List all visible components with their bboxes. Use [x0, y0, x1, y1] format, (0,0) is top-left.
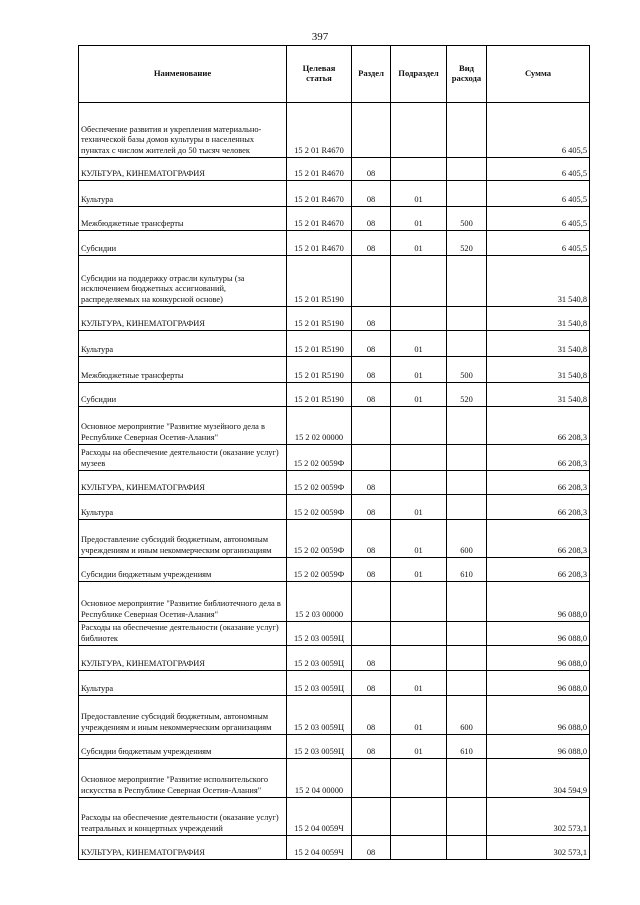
row-article: 15 2 01 R5190 — [287, 383, 352, 407]
row-sum: 6 405,5 — [487, 181, 590, 207]
row-name: КУЛЬТУРА, КИНЕМАТОГРАФИЯ — [79, 646, 287, 671]
row-name: Предоставление субсидий бюджетным, автономным учреждениям и иным некоммерческим организациям — [79, 696, 287, 735]
row-type — [447, 646, 487, 671]
row-type: 500 — [447, 207, 487, 231]
table-row — [79, 671, 590, 696]
row-name: КУЛЬТУРА, КИНЕМАТОГРАФИЯ — [79, 471, 287, 495]
row-subsection: 01 — [391, 181, 447, 207]
row-name: Обеспечение развития и укрепления материально-технической базы домов культуры в населенных пунктах с числом жителей до 50 тысяч человек — [79, 103, 287, 158]
row-type — [447, 331, 487, 357]
row-name: КУЛЬТУРА, КИНЕМАТОГРАФИЯ — [79, 158, 287, 181]
row-article: 15 2 03 0059Ц — [287, 735, 352, 759]
table-row — [79, 696, 590, 735]
row-section — [352, 759, 391, 798]
row-subsection: 01 — [391, 671, 447, 696]
row-subsection: 01 — [391, 735, 447, 759]
row-section: 08 — [352, 307, 391, 331]
row-section: 08 — [352, 646, 391, 671]
row-subsection — [391, 622, 447, 646]
row-type — [447, 181, 487, 207]
row-section: 08 — [352, 331, 391, 357]
row-sum: 31 540,8 — [487, 307, 590, 331]
table-body — [79, 103, 590, 860]
row-subsection: 01 — [391, 357, 447, 383]
row-subsection — [391, 445, 447, 471]
row-name: КУЛЬТУРА, КИНЕМАТОГРАФИЯ — [79, 307, 287, 331]
row-type: 520 — [447, 383, 487, 407]
row-sum: 66 208,3 — [487, 558, 590, 582]
row-type — [447, 307, 487, 331]
row-sum: 66 208,3 — [487, 520, 590, 558]
row-name: Субсидии — [79, 383, 287, 407]
row-article: 15 2 03 0059Ц — [287, 646, 352, 671]
row-section: 08 — [352, 471, 391, 495]
row-section — [352, 798, 391, 836]
table-row — [79, 256, 590, 307]
table-row — [79, 646, 590, 671]
row-article: 15 2 01 R4670 — [287, 103, 352, 158]
row-type — [447, 671, 487, 696]
table-row — [79, 759, 590, 798]
row-name: Расходы на обеспечение деятельности (оказание услуг) библиотек — [79, 622, 287, 646]
table-row — [79, 103, 590, 158]
table-row — [79, 520, 590, 558]
header-sum: Сумма — [487, 46, 590, 103]
header-type: Вид расхода — [447, 46, 487, 103]
table-header-row — [79, 46, 590, 103]
row-type: 500 — [447, 357, 487, 383]
row-article: 15 2 02 0059Ф — [287, 471, 352, 495]
row-section — [352, 103, 391, 158]
row-type — [447, 759, 487, 798]
row-section: 08 — [352, 383, 391, 407]
table-row — [79, 357, 590, 383]
table-row — [79, 158, 590, 181]
row-sum: 66 208,3 — [487, 495, 590, 520]
row-type: 600 — [447, 696, 487, 735]
table-row — [79, 798, 590, 836]
row-article: 15 2 03 0059Ц — [287, 671, 352, 696]
row-type — [447, 471, 487, 495]
row-name: Основное мероприятие "Развитие исполнительского искусства в Республике Северная Осетия-Алания" — [79, 759, 287, 798]
row-article: 15 2 02 0059Ф — [287, 520, 352, 558]
row-sum: 6 405,5 — [487, 231, 590, 256]
row-article: 15 2 02 00000 — [287, 407, 352, 445]
page-number: 397 — [311, 31, 329, 43]
row-type — [447, 256, 487, 307]
row-subsection: 01 — [391, 558, 447, 582]
row-subsection — [391, 256, 447, 307]
table-row — [79, 181, 590, 207]
row-section: 08 — [352, 558, 391, 582]
row-name: Межбюджетные трансферты — [79, 357, 287, 383]
row-sum: 96 088,0 — [487, 582, 590, 622]
row-sum: 31 540,8 — [487, 357, 590, 383]
row-type: 600 — [447, 520, 487, 558]
row-subsection: 01 — [391, 520, 447, 558]
row-type: 610 — [447, 558, 487, 582]
row-sum: 96 088,0 — [487, 671, 590, 696]
table-row — [79, 383, 590, 407]
row-section: 08 — [352, 231, 391, 256]
row-article: 15 2 04 0059Ч — [287, 836, 352, 860]
row-section — [352, 582, 391, 622]
budget-table — [78, 45, 590, 860]
header-name: Наименование — [79, 46, 287, 103]
row-name: Субсидии бюджетным учреждениям — [79, 735, 287, 759]
row-subsection — [391, 646, 447, 671]
row-subsection — [391, 103, 447, 158]
row-subsection — [391, 759, 447, 798]
table-row — [79, 307, 590, 331]
row-section: 08 — [352, 158, 391, 181]
row-sum: 6 405,5 — [487, 103, 590, 158]
row-article: 15 2 01 R5190 — [287, 307, 352, 331]
row-subsection — [391, 582, 447, 622]
row-article: 15 2 02 0059Ф — [287, 495, 352, 520]
table-row — [79, 231, 590, 256]
row-subsection: 01 — [391, 231, 447, 256]
row-name: Культура — [79, 495, 287, 520]
row-subsection — [391, 836, 447, 860]
table-row — [79, 836, 590, 860]
row-name: Культура — [79, 331, 287, 357]
row-type — [447, 622, 487, 646]
row-sum: 6 405,5 — [487, 158, 590, 181]
header-section: Раздел — [352, 46, 391, 103]
table-row — [79, 558, 590, 582]
row-sum: 302 573,1 — [487, 798, 590, 836]
row-article: 15 2 01 R4670 — [287, 231, 352, 256]
row-article: 15 2 01 R4670 — [287, 181, 352, 207]
row-section: 08 — [352, 735, 391, 759]
row-section: 08 — [352, 207, 391, 231]
row-article: 15 2 03 00000 — [287, 582, 352, 622]
row-article: 15 2 04 00000 — [287, 759, 352, 798]
row-sum: 96 088,0 — [487, 696, 590, 735]
row-sum: 66 208,3 — [487, 445, 590, 471]
row-article: 15 2 03 0059Ц — [287, 622, 352, 646]
table-row — [79, 622, 590, 646]
row-type — [447, 836, 487, 860]
table-row — [79, 471, 590, 495]
row-section — [352, 445, 391, 471]
row-name: КУЛЬТУРА, КИНЕМАТОГРАФИЯ — [79, 836, 287, 860]
row-sum: 66 208,3 — [487, 407, 590, 445]
row-subsection: 01 — [391, 495, 447, 520]
row-article: 15 2 04 0059Ч — [287, 798, 352, 836]
row-name: Расходы на обеспечение деятельности (оказание услуг) театральных и концертных учреждений — [79, 798, 287, 836]
table-row — [79, 207, 590, 231]
row-subsection — [391, 407, 447, 445]
row-name: Расходы на обеспечение деятельности (оказание услуг) музеев — [79, 445, 287, 471]
row-name: Межбюджетные трансферты — [79, 207, 287, 231]
row-article: 15 2 01 R4670 — [287, 158, 352, 181]
row-section: 08 — [352, 357, 391, 383]
row-type — [447, 158, 487, 181]
row-section — [352, 407, 391, 445]
table-row — [79, 331, 590, 357]
table-row — [79, 407, 590, 445]
row-type — [447, 582, 487, 622]
row-sum: 6 405,5 — [487, 207, 590, 231]
row-sum: 31 540,8 — [487, 256, 590, 307]
row-type — [447, 103, 487, 158]
header-article: Целевая статья — [287, 46, 352, 103]
table-row — [79, 445, 590, 471]
row-name: Основное мероприятие "Развитие библиотечного дела в Республике Северная Осетия-Алания" — [79, 582, 287, 622]
row-sum: 304 594,9 — [487, 759, 590, 798]
row-name: Основное мероприятие "Развитие музейного дела в Республике Северная Осетия-Алания" — [79, 407, 287, 445]
row-subsection: 01 — [391, 331, 447, 357]
row-section: 08 — [352, 696, 391, 735]
row-article: 15 2 01 R5190 — [287, 331, 352, 357]
row-article: 15 2 01 R5190 — [287, 357, 352, 383]
row-type — [447, 445, 487, 471]
header-subsection: Подраздел — [391, 46, 447, 103]
table-row — [79, 582, 590, 622]
row-type — [447, 798, 487, 836]
row-sum: 96 088,0 — [487, 735, 590, 759]
row-type — [447, 407, 487, 445]
row-section — [352, 256, 391, 307]
row-name: Предоставление субсидий бюджетным, автономным учреждениям и иным некоммерческим организациям — [79, 520, 287, 558]
row-name: Субсидии бюджетным учреждениям — [79, 558, 287, 582]
row-sum: 66 208,3 — [487, 471, 590, 495]
table-row — [79, 735, 590, 759]
row-subsection: 01 — [391, 207, 447, 231]
row-type — [447, 495, 487, 520]
row-subsection — [391, 307, 447, 331]
row-article: 15 2 01 R5190 — [287, 256, 352, 307]
row-subsection: 01 — [391, 696, 447, 735]
row-subsection: 01 — [391, 383, 447, 407]
row-article: 15 2 02 0059Ф — [287, 445, 352, 471]
row-name: Субсидии на поддержку отрасли культуры (за исключением бюджетных ассигнований, распределяемых на конкурсной основе) — [79, 256, 287, 307]
row-name: Культура — [79, 671, 287, 696]
row-section — [352, 622, 391, 646]
row-article: 15 2 03 0059Ц — [287, 696, 352, 735]
table-row — [79, 495, 590, 520]
row-sum: 31 540,8 — [487, 331, 590, 357]
row-sum: 31 540,8 — [487, 383, 590, 407]
row-name: Субсидии — [79, 231, 287, 256]
row-section: 08 — [352, 671, 391, 696]
row-type: 520 — [447, 231, 487, 256]
row-sum: 96 088,0 — [487, 646, 590, 671]
row-subsection — [391, 471, 447, 495]
row-sum: 302 573,1 — [487, 836, 590, 860]
row-type: 610 — [447, 735, 487, 759]
row-section: 08 — [352, 520, 391, 558]
row-subsection — [391, 798, 447, 836]
row-name: Культура — [79, 181, 287, 207]
row-article: 15 2 01 R4670 — [287, 207, 352, 231]
row-section: 08 — [352, 181, 391, 207]
row-subsection — [391, 158, 447, 181]
row-sum: 96 088,0 — [487, 622, 590, 646]
row-section: 08 — [352, 495, 391, 520]
row-section: 08 — [352, 836, 391, 860]
row-article: 15 2 02 0059Ф — [287, 558, 352, 582]
